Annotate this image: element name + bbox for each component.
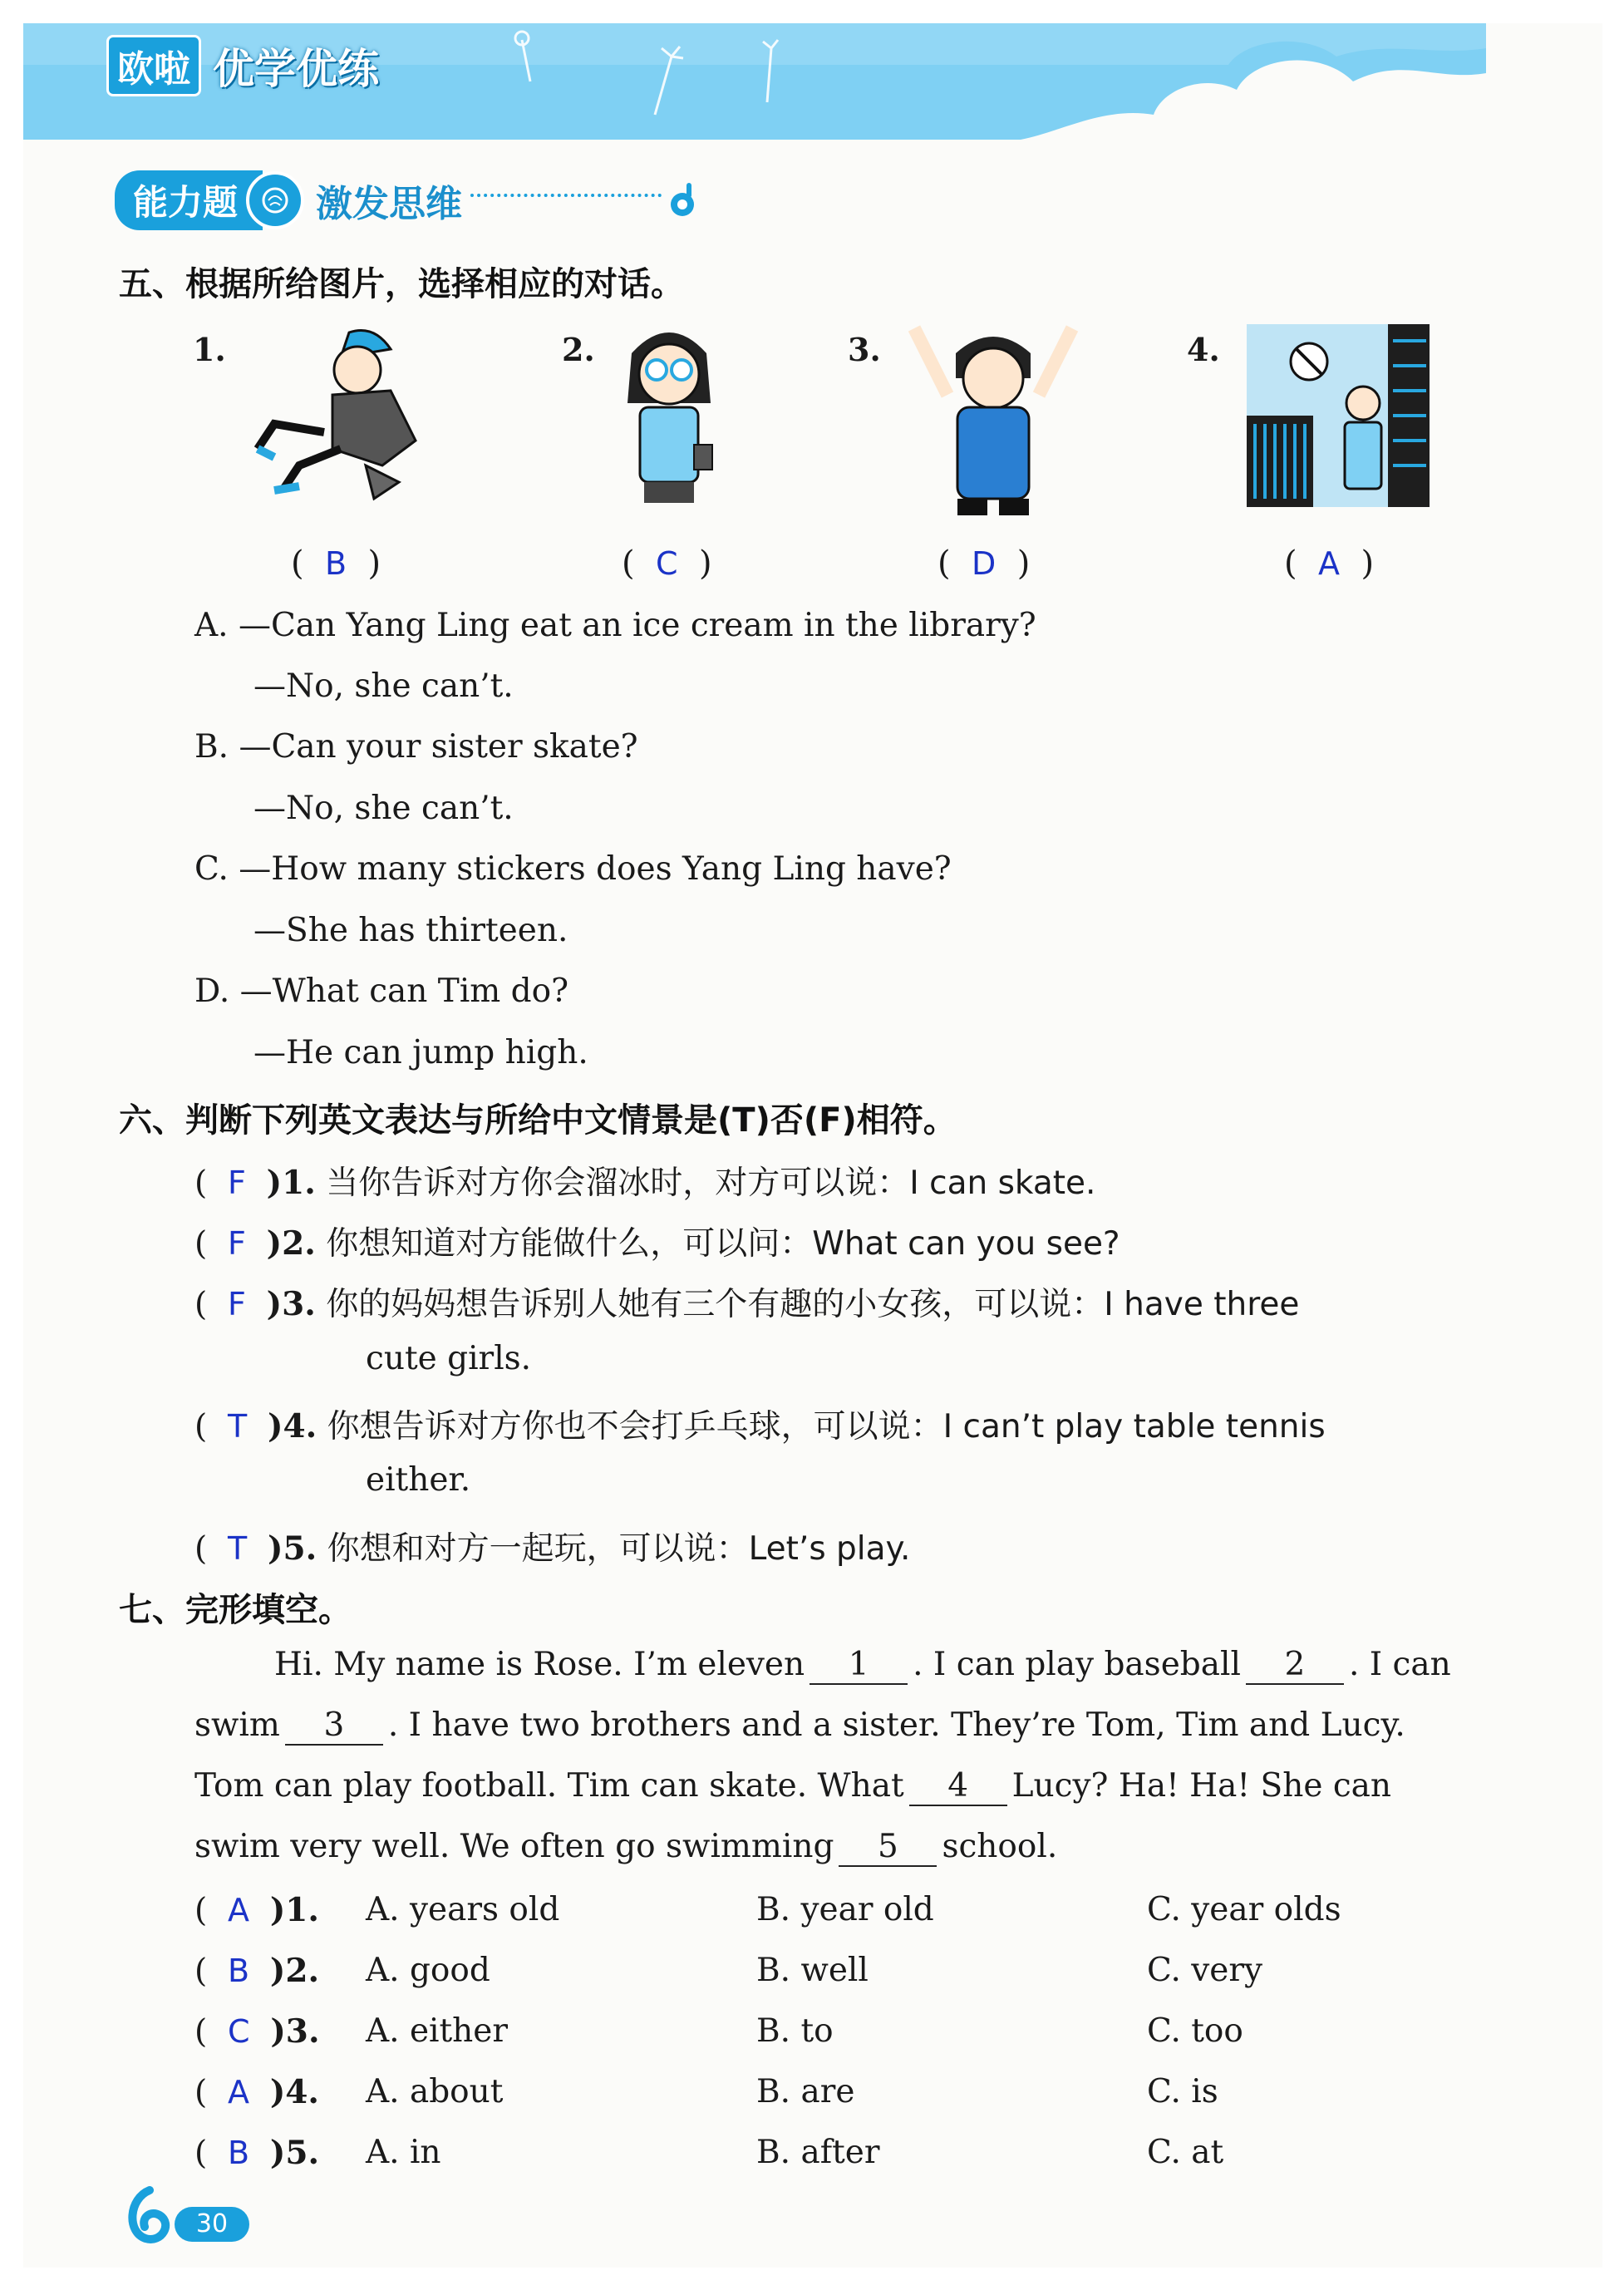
brand-box: 欧啦: [106, 35, 201, 96]
q5-answer-4: ( A ): [1284, 544, 1375, 583]
q5-answer-2: ( C ): [622, 544, 712, 583]
dotted-divider: [470, 194, 662, 197]
q7-opt-1-a: A. years old: [366, 1891, 560, 1928]
footer-logo-icon: [116, 2182, 183, 2248]
dialog-a-a: —No, she can’t.: [253, 667, 514, 705]
dialog-c-q: C. —How many stickers does Yang Ling have?: [194, 850, 952, 888]
blank-5: 5: [839, 1828, 937, 1867]
ok-hand-icon: [662, 180, 703, 221]
q5-num-1: 1.: [193, 331, 226, 368]
q7-opt-5-b: B. after: [756, 2134, 880, 2171]
q6-item-3: ( F )3. 你的妈妈想告诉别人她有三个有趣的小女孩，可以说：I have three: [194, 1285, 1300, 1323]
dialog-a-q: A. —Can Yang Ling eat an ice cream in the library?: [194, 607, 1036, 644]
q7-opt-1-answer: ( A )1.: [194, 1891, 319, 1929]
q5-answer-3: ( D ): [937, 544, 1031, 583]
q7-opt-4-b: B. are: [756, 2073, 855, 2110]
q7-opt-2-answer: ( B )2.: [194, 1952, 320, 1990]
picture-girl-glasses: [607, 320, 731, 507]
section-label: 能力题: [115, 170, 263, 230]
blank-3: 3: [285, 1706, 383, 1746]
picture-girl-skating: [241, 324, 449, 515]
q6-item-4: ( T )4. 你想告诉对方你也不会打乒乓球，可以说：I can’t play table tennis: [194, 1407, 1326, 1445]
q6-item-2: ( F )2. 你想知道对方能做什么，可以问：What can you see?: [194, 1224, 1120, 1263]
q7-opt-5-answer: ( B )5.: [194, 2134, 320, 2172]
blank-1: 1: [810, 1646, 908, 1685]
passage-line-2: swim 3 . I have two brothers and a sister. They’re Tom, Tim and Lucy.: [194, 1706, 1405, 1744]
q5-answer-1: ( B ): [291, 544, 381, 583]
passage-line-4: swim very well. We often go swimming 5 school.: [194, 1828, 1058, 1865]
q6-item-1: ( F )1. 当你告诉对方你会溜冰时，对方可以说：I can skate.: [194, 1164, 1096, 1202]
dialog-d-a: —He can jump high.: [253, 1034, 588, 1071]
dialog-d-q: D. —What can Tim do?: [194, 973, 569, 1010]
passage-line-1: Hi. My name is Rose. I’m eleven 1 . I can play baseball 2 . I can: [274, 1646, 1451, 1683]
q6-item-4-cont: either.: [366, 1461, 471, 1499]
q7-opt-4-answer: ( A )4.: [194, 2073, 319, 2111]
q7-opt-2-a: A. good: [366, 1952, 490, 1989]
q7-opt-3-a: A. either: [366, 2012, 509, 2050]
brain-icon: [246, 171, 304, 229]
q7-opt-1-b: B. year old: [756, 1891, 934, 1928]
q5-num-3: 3.: [848, 331, 881, 368]
q7-opt-1-c: C. year olds: [1147, 1891, 1341, 1928]
blank-4: 4: [909, 1767, 1007, 1806]
q5-title: 五、根据所给图片，选择相应的对话。: [119, 265, 684, 303]
q7-opt-4-a: A. about: [366, 2073, 504, 2110]
q7-opt-3-answer: ( C )3.: [194, 2012, 320, 2051]
q6-title: 六、判断下列英文表达与所给中文情景是(T)否(F)相符。: [119, 1101, 957, 1140]
page-number: 30: [175, 2207, 249, 2242]
q7-opt-3-b: B. to: [756, 2012, 834, 2050]
dialog-b-a: —No, she can’t.: [253, 790, 514, 827]
blank-2: 2: [1246, 1646, 1344, 1685]
q7-opt-2-b: B. well: [756, 1952, 869, 1989]
picture-library: [1247, 324, 1430, 507]
q7-opt-4-c: C. is: [1147, 2073, 1218, 2110]
q7-opt-3-c: C. too: [1147, 2012, 1243, 2050]
dialog-b-q: B. —Can your sister skate?: [194, 728, 638, 766]
section-sub: 激发思维: [316, 183, 463, 225]
passage-line-3: Tom can play football. Tim can skate. What 4 Lucy? Ha! Ha! She can: [194, 1767, 1392, 1805]
section-header: [115, 170, 703, 230]
q7-title: 七、完形填空。: [119, 1591, 352, 1629]
q6-item-5: ( T )5. 你想和对方一起玩，可以说：Let’s play.: [194, 1529, 911, 1568]
brand-title: 优学优练: [213, 45, 379, 93]
q7-opt-2-c: C. very: [1147, 1952, 1263, 1989]
dialog-c-a: —She has thirteen.: [253, 912, 568, 949]
brand: [106, 35, 379, 96]
q7-opt-5-c: C. at: [1147, 2134, 1224, 2171]
q6-item-3-cont: cute girls.: [366, 1340, 532, 1377]
q5-num-2: 2.: [562, 331, 595, 368]
picture-boy-jumping: [898, 320, 1089, 520]
q5-num-4: 4.: [1187, 331, 1220, 368]
q7-opt-5-a: A. in: [366, 2134, 441, 2171]
